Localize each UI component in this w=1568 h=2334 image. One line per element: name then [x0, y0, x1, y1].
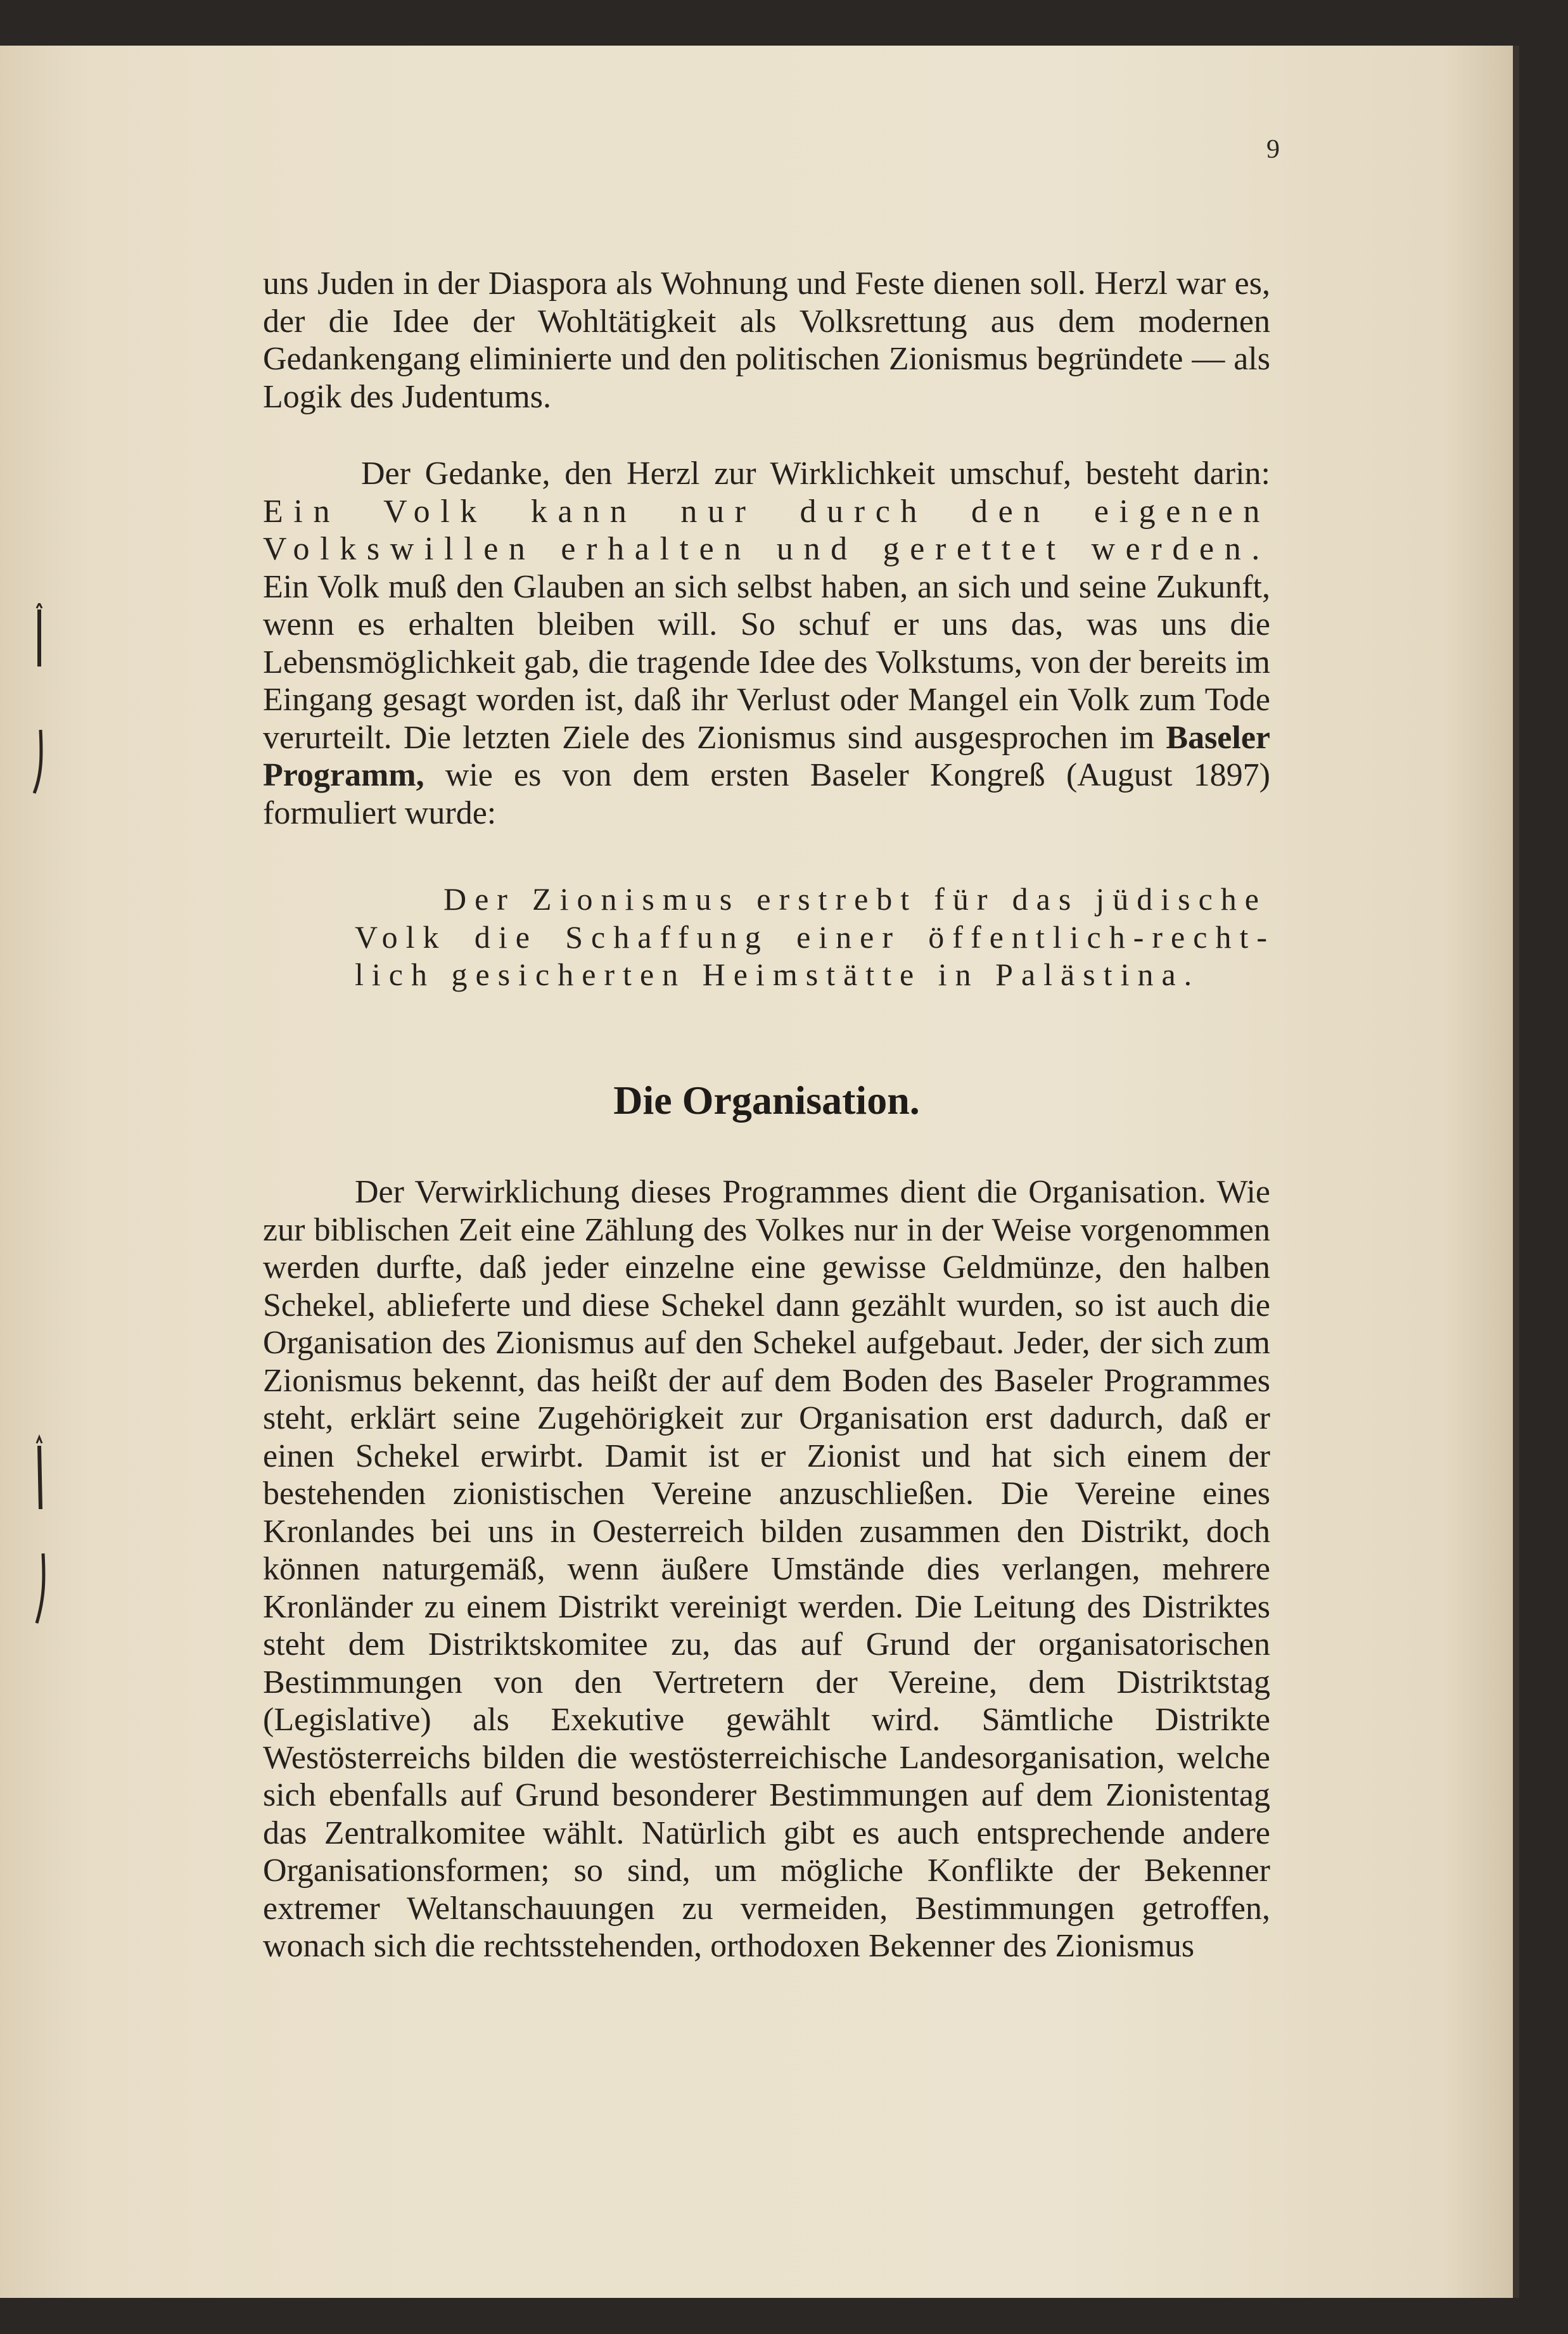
baseler-programm-quote: Der Zionismus erstrebt für das jüdische Volk die Schaffung einer öffentlich-rechtlich gesicherten Heimstätte in Palästina.	[355, 881, 1267, 992]
emphasized-statement: Ein Volk kann nur durch den eigenen Volkswillen erhalten und gerettet werden.	[263, 493, 1270, 567]
binding-stitch-lower	[25, 1433, 51, 1648]
page-number: 9	[1266, 135, 1280, 164]
baseler-programm-term: Baseler Programm,	[263, 719, 1270, 793]
page-edge	[1513, 46, 1519, 2298]
paragraph-diaspora: uns Juden in der Diaspora als Wohnung und Feste dienen soll. Herzl war es, der die Idee der Wohltätigkeit als Volksrettung aus dem modernen Gedankengang eliminierte und den politischen Zionismus begründete — als Logik des Judentums.	[263, 265, 1270, 415]
section-heading: Die Organisation.	[613, 1078, 920, 1123]
paragraph-middle: Ein Volk muß den Glauben an sich selbst haben, an sich und seine Zukunft, wenn es erhalten bleiben will. So schuf er uns das, was uns die Lebensmöglichkeit gab, die tragende Idee des Volkstums, von der bereits im Eingang gesagt worden ist, daß ihr Verlust oder Mangel ein Volk zum Tode verurteilt. Die letzten Ziele des Zionismus sind ausgesprochen im	[263, 568, 1270, 756]
book-page	[0, 46, 1519, 2298]
paragraph-herzl-idea	[263, 455, 1270, 832]
paragraph-intro: Der Gedanke, den Herzl zur Wirklichkeit umschuf, besteht darin:	[361, 456, 1270, 492]
binding-stitch-upper	[25, 603, 51, 819]
paragraph-organisation: Der Verwirklichung dieses Programmes dient die Organisation. Wie zur biblischen Zeit eine Zählung des Volkes nur in der Weise vorgenommen werden durfte, daß jeder einzelne eine gewisse Geldmünze, den halben Schekel, ablieferte und diese Schekel dann gezählt wurden, so ist auch die Organisation des Zionismus auf den Schekel aufgebaut. Jeder, der sich zum Zionismus bekennt, das heißt der auf dem Boden des Baseler Programmes steht, erklärt seine Zugehörigkeit zur Organisation erst dadurch, daß er einen Schekel erwirbt. Damit ist er Zionist und hat sich einem der bestehenden zionistischen Vereine anzuschließen. Die Vereine eines Kronlandes bei uns in Oesterreich bilden zusammen den Distrikt, doch können naturgemäß, wenn äußere Umstände dies verlangen, mehrere Kronländer zu einem Distrikt vereinigt werden. Die Leitung des Distriktes steht dem Distriktskomitee zu, das auf Grund der organisatorischen Bestimmungen von den Vertretern der Vereine, dem Distriktstag (Legislative) als Exekutive gewählt wird. Sämtliche Distrikte Westösterreichs bilden die westösterreichische Landesorganisation, welche sich ebenfalls auf Grund besonderer Bestimmungen auf dem Zionistentag das Zentralkomitee wählt. Natürlich gibt es auch entsprechende andere Organisationsformen; so sind, um mögliche Konflikte der Bekenner extremer Weltanschauungen zu vermeiden, Bestimmungen getroffen, wonach sich die rechtsstehenden, orthodoxen Bekenner des Zionismus	[263, 1174, 1270, 1964]
paragraph-end: wie es von dem ersten Baseler Kongreß (August 1897) formuliert wurde:	[263, 757, 1270, 831]
